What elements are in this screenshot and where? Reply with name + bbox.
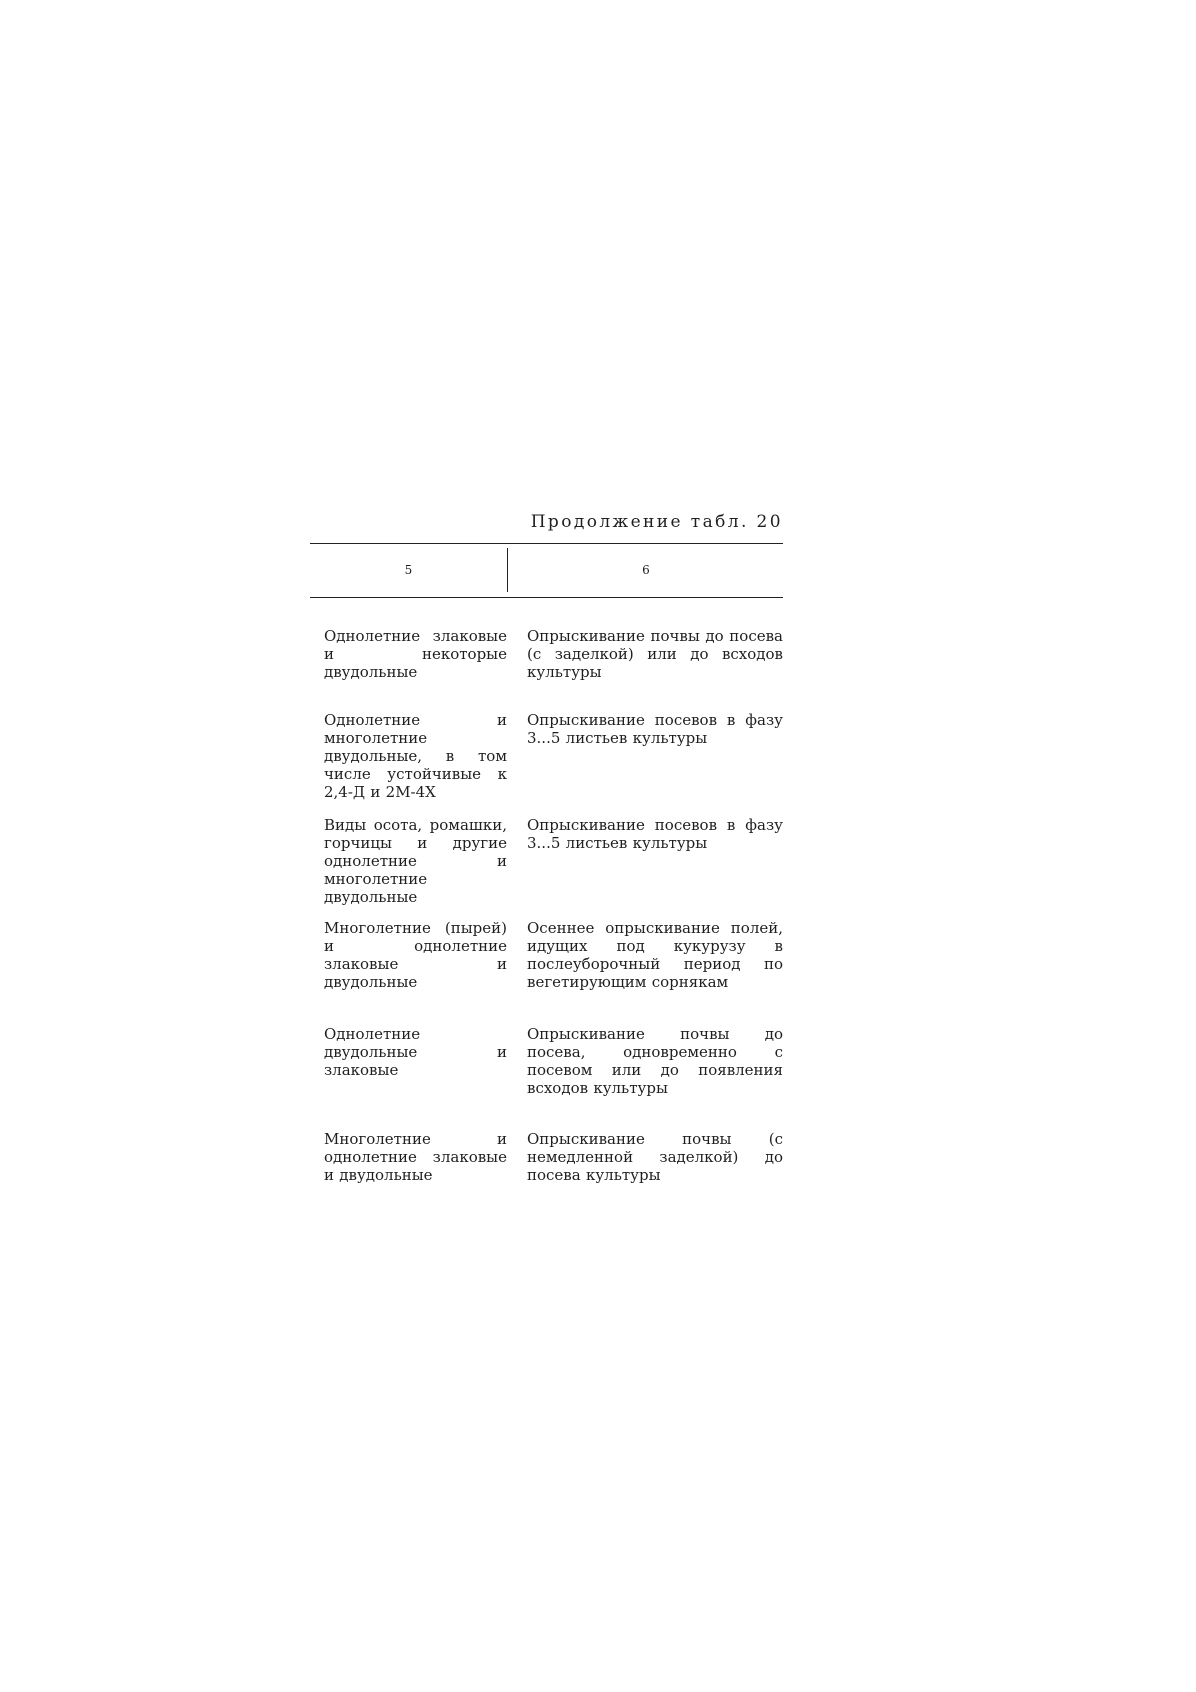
method-cell: Опрыскивание почвы до посева, одновременно с посевом или до появления всходов культуры <box>527 1025 783 1097</box>
weeds-cell: Виды осота, ромашки, горчицы и другие однолетние и многолетние двудольные <box>324 816 507 906</box>
method-cell: Опрыскивание почвы до посева (с заделкой) или до всходов культуры <box>527 627 783 681</box>
weeds-cell: Однолетние двудольные и злаковые <box>324 1025 507 1079</box>
header-column-divider <box>507 548 508 592</box>
table-continuation-caption: Продолжение табл. 20 <box>530 512 783 532</box>
method-cell: Осеннее опрыскивание полей, идущих под кукурузу в послеуборочный период по вегетирующим сорнякам <box>527 919 783 991</box>
method-cell: Опрыскивание посевов в фазу 3...5 листьев культуры <box>527 711 783 747</box>
method-cell: Опрыскивание посевов в фазу 3...5 листьев культуры <box>527 816 783 852</box>
column-number-5: 5 <box>404 563 413 577</box>
weeds-cell: Однолетние и многолетние двудольные, в том числе устойчивые к 2,4-Д и 2М-4Х <box>324 711 507 801</box>
table-header-rule <box>310 597 783 598</box>
herbicide-table <box>310 543 783 1184</box>
weeds-cell: Однолетние злаковые и некоторые двудольные <box>324 627 507 681</box>
table-header <box>310 544 783 597</box>
weeds-cell: Многолетние и однолетние злаковые и двудольные <box>324 1130 507 1184</box>
weeds-cell: Многолетние (пырей) и однолетние злаковые и двудольные <box>324 919 507 991</box>
method-cell: Опрыскивание почвы (с немедленной заделкой) до посева культуры <box>527 1130 783 1184</box>
column-number-6: 6 <box>642 563 650 577</box>
